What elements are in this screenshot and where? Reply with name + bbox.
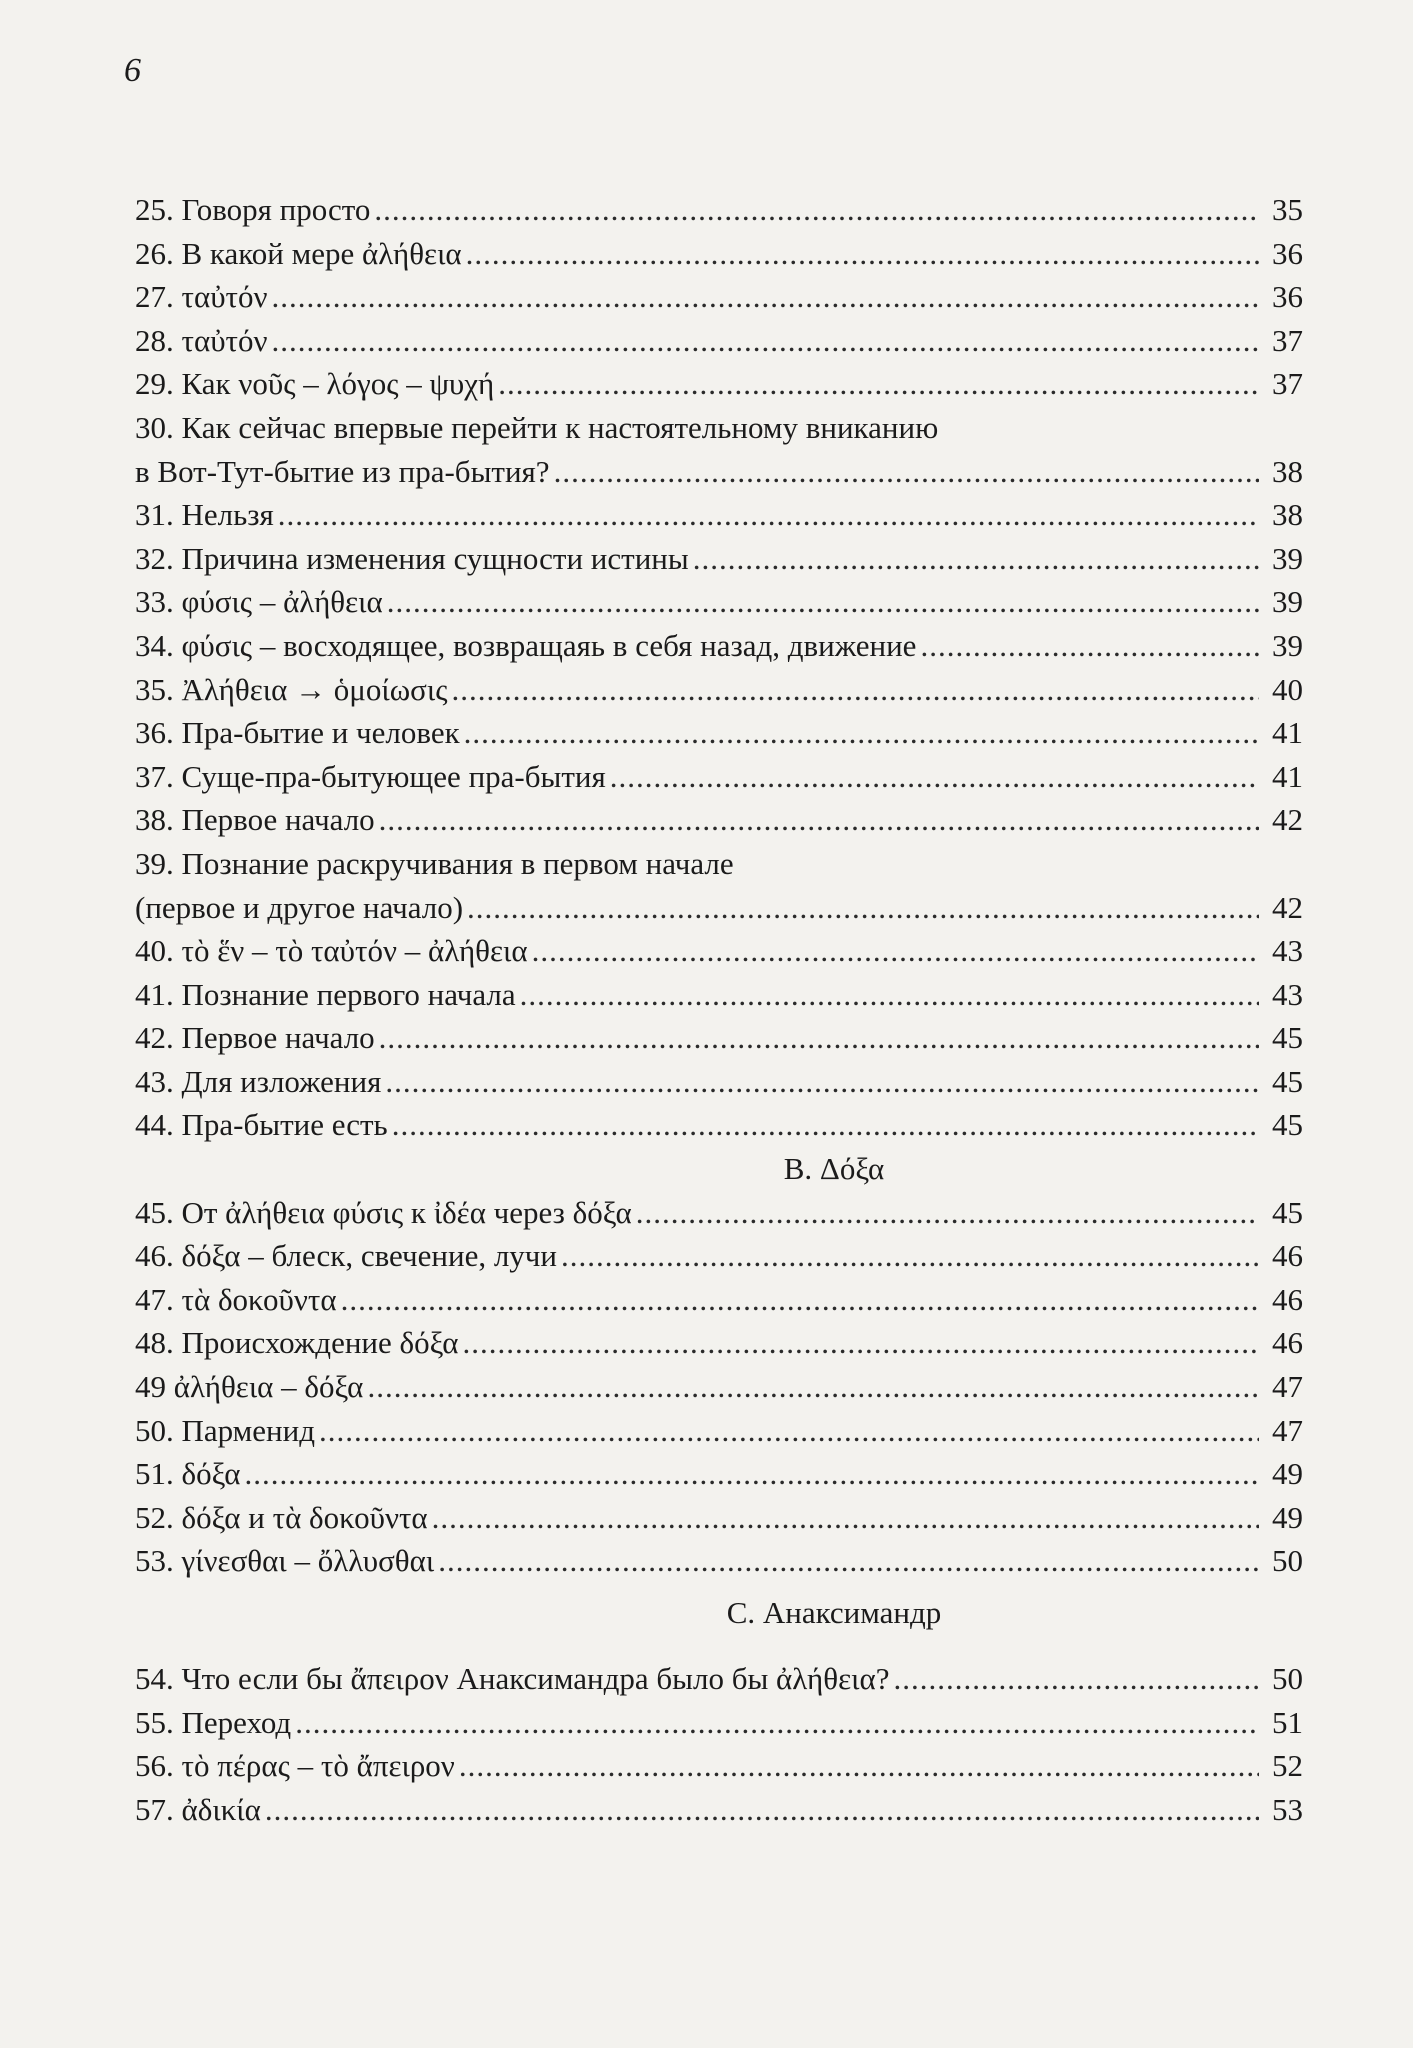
toc-entry-title: 34. φύσις – восходящее, возвращаяь в себя назад, движение [135, 627, 917, 663]
dot-leader [636, 1191, 1259, 1235]
toc-entry [135, 188, 1303, 232]
toc-entry-page: 36 [1272, 235, 1303, 271]
dot-leader [498, 362, 1259, 406]
dot-leader [693, 537, 1259, 581]
toc-entry-page: 49 [1272, 1499, 1303, 1535]
dot-leader [374, 188, 1259, 232]
toc-entry-page: 39 [1272, 540, 1303, 576]
toc-entry [135, 1234, 1303, 1278]
toc-entry-page: 37 [1272, 366, 1303, 402]
toc-entry-page: 45 [1272, 1020, 1303, 1056]
toc-entry [135, 798, 1303, 842]
toc-entry-page: 36 [1272, 279, 1303, 315]
toc-entry [135, 493, 1303, 537]
toc-entry-title: 41. Познание первого начала [135, 976, 516, 1012]
toc-entry [135, 319, 1303, 363]
toc-entry-page: 47 [1272, 1369, 1303, 1405]
toc-entry [135, 1060, 1303, 1104]
dot-leader [341, 1278, 1259, 1322]
dot-leader [520, 973, 1259, 1017]
section-heading-c: C. Анаксимандр [726, 1595, 942, 1630]
toc-entry-page: 37 [1272, 322, 1303, 358]
toc-entry-page: 45 [1272, 1107, 1303, 1143]
dot-leader [265, 1788, 1259, 1832]
dot-leader [463, 1321, 1259, 1365]
toc-entry-page: 52 [1272, 1748, 1303, 1784]
toc-entry [135, 1321, 1303, 1365]
toc-entry [135, 232, 1303, 276]
dot-leader [438, 1539, 1259, 1583]
toc-entry-title: 29. Как νοῦς – λόγος – ψυχή [135, 366, 495, 402]
toc-entry-page: 53 [1272, 1791, 1303, 1827]
toc-entry-page: 41 [1272, 758, 1303, 794]
toc-entry-title: 47. τὰ δοκοῦντα [135, 1281, 337, 1317]
toc-entry-page: 50 [1272, 1661, 1303, 1696]
toc-entry [135, 1539, 1303, 1583]
toc-entry [135, 929, 1303, 973]
toc-entry-title: 25. Говоря просто [135, 192, 371, 227]
toc-entry-title: 54. Что если бы ἄπειρον Анаксимандра было бы ἀλήθεια? [135, 1661, 890, 1696]
toc-entry-page: 40 [1272, 671, 1303, 707]
dot-leader [464, 711, 1259, 755]
toc-entry-page: 47 [1272, 1412, 1303, 1448]
dot-leader [466, 232, 1259, 276]
toc-entry [135, 362, 1303, 406]
section-heading-b: B. Δόξα [783, 1151, 885, 1187]
toc-entry-page: 43 [1272, 976, 1303, 1012]
toc-entry-title: 32. Причина изменения сущности истины [135, 540, 689, 576]
toc-entry-title: 27. ταὐτόν [135, 279, 268, 315]
dot-leader [893, 1657, 1259, 1701]
toc-entry-multiline [135, 406, 1303, 493]
toc-entry-line2 [135, 886, 1303, 930]
toc-entry-page: 43 [1272, 933, 1303, 969]
toc-entry [135, 1278, 1303, 1322]
toc-entry [135, 755, 1303, 799]
dot-leader [459, 1744, 1259, 1788]
toc-entry-multiline [135, 842, 1303, 929]
toc-entry-title: 53. γίνεσθαι – ὄλλυσθαι [135, 1543, 435, 1579]
dot-leader [452, 668, 1260, 712]
dot-leader [554, 450, 1259, 494]
toc-entry-title: 26. В какой мере ἀλήθεια [135, 235, 462, 271]
toc-entry-page: 51 [1272, 1704, 1303, 1740]
toc-entry-title: 33. φύσις – ἀλήθεια [135, 584, 383, 620]
toc-entry-title: 42. Первое начало [135, 1020, 375, 1056]
dot-leader [367, 1365, 1259, 1409]
dot-leader [295, 1701, 1259, 1745]
dot-leader [392, 1103, 1259, 1147]
toc-entry [135, 1191, 1303, 1235]
toc-entry-page: 46 [1272, 1325, 1303, 1361]
toc-entry-title: 46. δόξα – блеск, свечение, лучи [135, 1238, 557, 1274]
toc-entry-title: 49 ἀλήθεια – δόξα [135, 1369, 364, 1405]
dot-leader [379, 1016, 1259, 1060]
toc-entry-title: 31. Нельзя [135, 497, 274, 533]
dot-leader [278, 493, 1259, 537]
toc-entry [135, 580, 1303, 624]
toc-entry-title: 51. δόξα [135, 1456, 241, 1492]
dot-leader [387, 580, 1259, 624]
toc-entry-title-line2: в Вот-Тут-бытие из пра-бытия? [135, 453, 550, 489]
toc-entry [135, 1016, 1303, 1060]
toc-entry [135, 973, 1303, 1017]
toc-entry [135, 711, 1303, 755]
toc-entry-page: 38 [1272, 453, 1303, 489]
toc-entry-title-line1: 30. Как сейчас впервые перейти к настоятельному вниканию [135, 409, 939, 445]
toc-entry-title: 37. Суще-пра-бытующее пра-бытия [135, 758, 606, 794]
toc-entry [135, 1103, 1303, 1147]
toc-entry [135, 1409, 1303, 1453]
toc-entry-page: 49 [1272, 1456, 1303, 1492]
toc-entry-title: 57. ἀδικία [135, 1791, 261, 1827]
toc-entry [135, 1788, 1303, 1832]
toc-entry-title: 35. Ἀλήθεια → ὁμοίωσις [135, 671, 448, 707]
page-number: 6 [124, 52, 141, 89]
toc-entry-title: 56. τὸ πέρας – τὸ ἄπειρον [135, 1748, 455, 1784]
dot-leader [532, 929, 1259, 973]
dot-leader [467, 886, 1259, 930]
toc-entry [135, 1657, 1303, 1701]
toc-entry-title: 43. Для изложения [135, 1063, 382, 1099]
toc-entry-title: 36. Пра-бытие и человек [135, 715, 460, 751]
toc-entry-page: 42 [1272, 802, 1303, 838]
dot-leader [561, 1234, 1259, 1278]
toc-entry-title: 48. Происхождение δόξα [135, 1325, 459, 1361]
dot-leader [319, 1409, 1259, 1453]
toc-entry [135, 624, 1303, 668]
toc-entry-page: 45 [1272, 1063, 1303, 1099]
toc-entry-page: 42 [1272, 889, 1303, 925]
toc-entry-page: 46 [1272, 1281, 1303, 1317]
dot-leader [385, 1060, 1259, 1104]
toc-entry-page: 50 [1272, 1543, 1303, 1579]
dot-leader [432, 1496, 1259, 1540]
toc-entry-title: 28. ταὐτόν [135, 322, 268, 358]
section-spacer [135, 1643, 1303, 1657]
toc-entry-title: 40. τὸ ἕν – τὸ ταὐτόν – ἀλήθεια [135, 933, 528, 969]
toc-entry-title: 50. Парменид [135, 1412, 316, 1448]
toc-entry-page: 39 [1272, 584, 1303, 620]
toc-entry-line2 [135, 450, 1303, 494]
toc-entry-page: 39 [1272, 627, 1303, 663]
table-of-contents [135, 188, 1303, 1831]
toc-entry-page: 45 [1272, 1194, 1303, 1230]
toc-entry [135, 1701, 1303, 1745]
toc-entry [135, 1496, 1303, 1540]
toc-entry [135, 1744, 1303, 1788]
dot-leader [610, 755, 1259, 799]
toc-entry [135, 537, 1303, 581]
dot-leader [272, 275, 1259, 319]
dot-leader [272, 319, 1259, 363]
toc-entry-title-line1: 39. Познание раскручивания в первом начале [135, 845, 734, 881]
toc-entry-title: 44. Пра-бытие есть [135, 1107, 388, 1143]
dot-leader [379, 798, 1259, 842]
dot-leader [245, 1452, 1259, 1496]
toc-entry-title-line2: (первое и другое начало) [135, 889, 464, 925]
toc-entry-title: 55. Переход [135, 1704, 292, 1740]
dot-leader [920, 624, 1259, 668]
toc-entry-page: 38 [1272, 497, 1303, 533]
toc-entry-title: 52. δόξα и τὰ δοκοῦντα [135, 1499, 428, 1535]
toc-entry [135, 275, 1303, 319]
toc-entry [135, 1365, 1303, 1409]
toc-entry-page: 46 [1272, 1238, 1303, 1274]
toc-entry-title: 38. Первое начало [135, 802, 375, 838]
toc-entry [135, 1452, 1303, 1496]
toc-entry-title: 45. От ἀλήθεια φύσις к ἰδέα через δόξα [135, 1194, 632, 1230]
toc-entry-page: 41 [1272, 715, 1303, 751]
toc-entry [135, 668, 1303, 712]
toc-entry-page: 35 [1272, 192, 1303, 227]
